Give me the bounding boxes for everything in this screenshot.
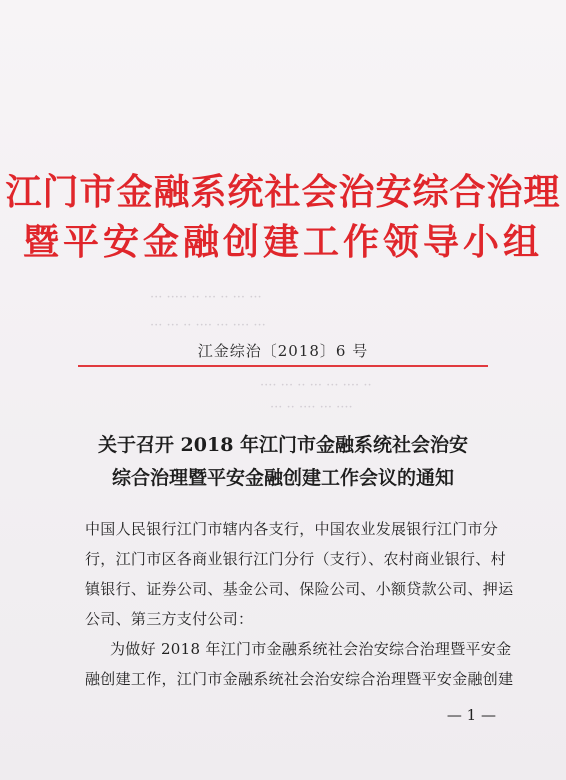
bleed-through-text: ··· ···· ··· ···· ·· ··· ··· — [150, 318, 266, 333]
page-number: — 1 — — [446, 706, 496, 724]
body-line: 为做好 2018 年江门市金融系统社会治安综合治理暨平安金 — [110, 640, 512, 658]
body-line: 行，江门市区各商业银行江门分行（支行）、农村商业银行、村 — [85, 550, 506, 568]
bleed-through-text: ·· ···· ··· ··· ·· ··· ···· — [260, 378, 372, 393]
issuer-title-line-1: 江门市金融系统社会治安综合治理 — [5, 171, 561, 213]
body-line: 镇银行、证券公司、基金公司、保险公司、小额贷款公司、押运 — [85, 580, 514, 598]
notice-title-line-2: 综合治理暨平安金融创建工作会议的通知 — [111, 467, 454, 489]
body-line: 融创建工作，江门市金融系统社会治安综合治理暨平安金融创建 — [85, 670, 514, 688]
red-separator-line — [78, 365, 488, 367]
body-line: 公司、第三方支付公司： — [85, 610, 254, 628]
bleed-through-text: ···· ··· ···· ·· ··· — [270, 400, 353, 415]
document-number: 江金综治〔2018〕6 号 — [197, 342, 369, 360]
bleed-through-text: ··· ··· ·· ··· ·· ····· ··· — [150, 290, 262, 305]
body-line: 中国人民银行江门市辖内各支行，中国农业发展银行江门市分 — [85, 520, 499, 538]
notice-title-line-1: 关于召开 2018 年江门市金融系统社会治安 — [97, 434, 469, 456]
issuer-title-line-2: 暨平安金融创建工作领导小组 — [22, 221, 543, 263]
